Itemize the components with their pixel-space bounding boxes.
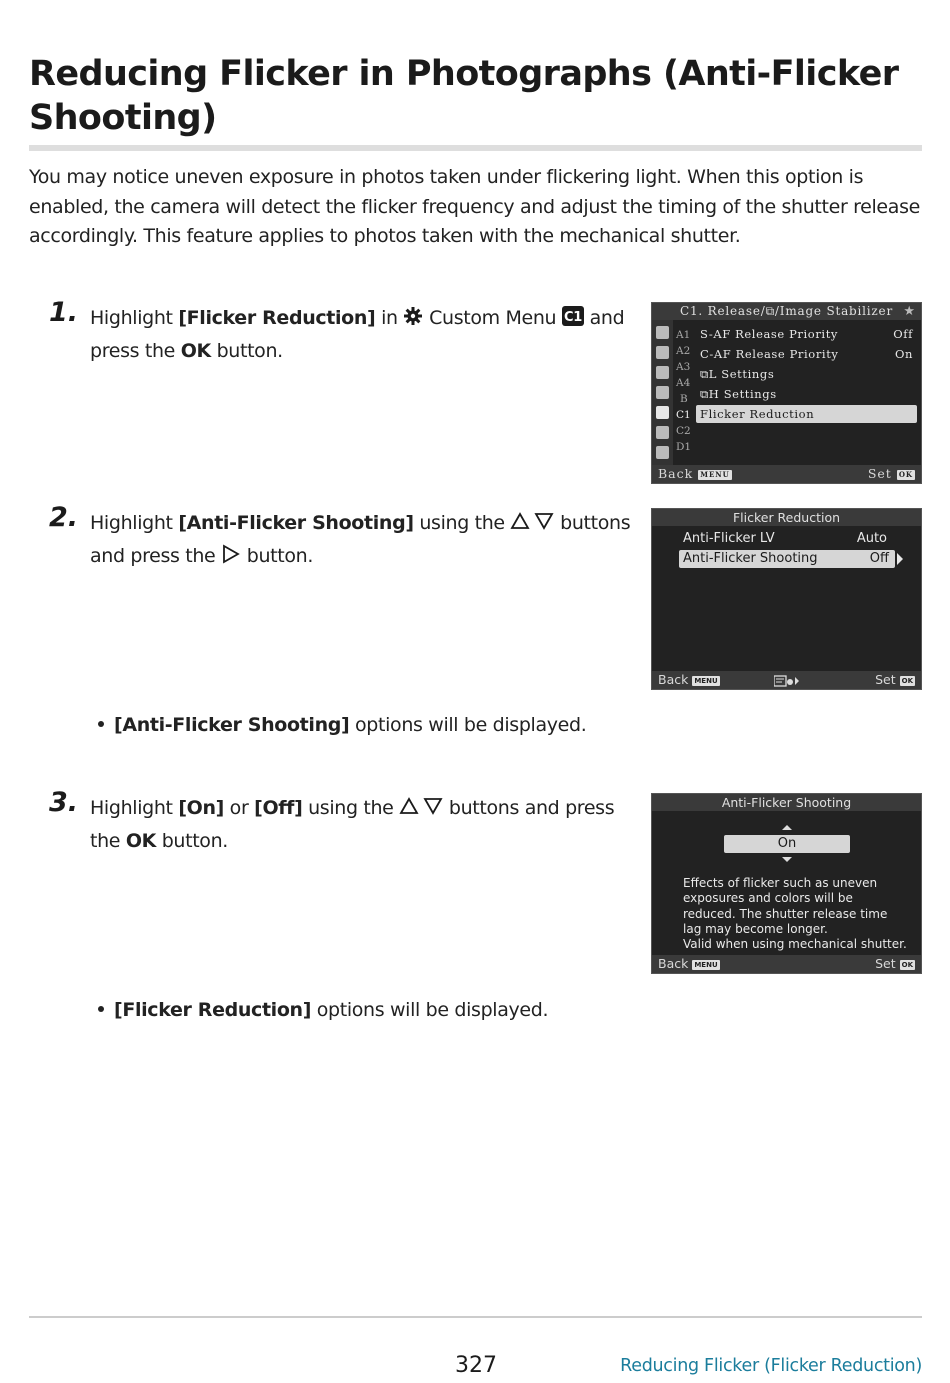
title-divider xyxy=(29,145,922,151)
star-icon: ★ xyxy=(903,304,915,319)
custom-menu-gear-icon xyxy=(403,305,423,336)
intro-paragraph: You may notice uneven exposure in photos taken under flickering light. When this option is enabled, the camera will detect the flicker frequency and adjust the timing of the shutter release accordingly. This feature applies to photos taken with the mechanical shutter. xyxy=(29,166,920,247)
up-down-arrows-icon xyxy=(510,510,554,541)
camera-screen-anti-flicker-shooting xyxy=(651,793,922,974)
settings-list-icon xyxy=(774,674,800,690)
screen-header: C1. Release/⧉/Image Stabilizer xyxy=(652,303,921,320)
setup-menu-icon[interactable] xyxy=(656,426,669,439)
subtab-a4[interactable]: A4 xyxy=(676,377,691,389)
step-3-bullet: [Flicker Reduction] options will be displayed. xyxy=(98,999,548,1021)
my-menu-icon[interactable] xyxy=(656,446,669,459)
menu-row-caf-release[interactable]: C-AF Release Priority On xyxy=(700,347,913,361)
up-chevron-icon xyxy=(782,825,792,830)
video-menu-icon[interactable] xyxy=(656,366,669,379)
screen-footer: Back MENU Set OK xyxy=(652,955,921,973)
shooting-menu-1-icon[interactable] xyxy=(656,326,669,339)
down-chevron-icon xyxy=(782,857,792,862)
step-2-number: 2. xyxy=(49,502,79,533)
value-selector[interactable]: On xyxy=(724,835,850,853)
step-3-text: Highlight [On] or [Off] using the buttons and press the OK button. xyxy=(90,797,615,852)
playback-menu-icon[interactable] xyxy=(656,386,669,399)
subtab-c2[interactable]: C2 xyxy=(676,425,691,437)
step-1-text: Highlight [Flicker Reduction] in Custom Menu C1 and press the OK button. xyxy=(90,307,625,362)
page-number: 327 xyxy=(455,1353,497,1378)
screen-header: Anti-Flicker Shooting xyxy=(652,794,921,811)
subtab-a3[interactable]: A3 xyxy=(676,361,691,373)
screen-header: Flicker Reduction xyxy=(652,509,921,526)
subtab-d1[interactable]: D1 xyxy=(676,441,692,453)
subtab-a1[interactable]: A1 xyxy=(676,329,691,341)
screen-footer: Back MENU Set OK xyxy=(652,671,921,689)
custom-menu-icon[interactable] xyxy=(656,406,669,419)
step-1-number: 1. xyxy=(49,297,79,328)
page-title: Reducing Flicker in Photographs (Anti-Flicker Shooting) xyxy=(29,54,899,138)
help-description: Effects of flicker such as uneven exposures and colors will be reduced. The shutter release time lag may become longer. Valid when using mechanical shutter. xyxy=(683,876,907,952)
shooting-menu-2-icon[interactable] xyxy=(656,346,669,359)
up-down-arrows-icon xyxy=(399,795,443,826)
menu-row-anti-flicker-shooting[interactable]: Anti-Flicker Shooting Off xyxy=(679,550,895,568)
c1-tab-icon xyxy=(562,305,584,336)
menu-row-l-settings[interactable]: ⧉L Settings xyxy=(700,367,775,381)
menu-row-saf-release[interactable]: S-AF Release Priority Off xyxy=(700,327,913,341)
menu-tab-column xyxy=(652,320,673,465)
svg-text:C1: C1 xyxy=(563,310,582,325)
subtab-c1[interactable]: C1 xyxy=(676,409,691,421)
menu-row-flicker-reduction[interactable]: Flicker Reduction xyxy=(696,405,917,423)
screen-footer: Back MENU Set OK xyxy=(652,465,921,483)
step-2-bullet: [Anti-Flicker Shooting] options will be displayed. xyxy=(98,714,586,736)
camera-screen-custom-menu xyxy=(651,302,922,484)
submenu-arrow-icon xyxy=(897,553,903,565)
menu-row-h-settings[interactable]: ⧉H Settings xyxy=(700,387,777,401)
section-link[interactable]: Reducing Flicker (Flicker Reduction) xyxy=(620,1356,922,1376)
menu-row-anti-flicker-lv[interactable]: Anti-Flicker LV Auto xyxy=(683,531,887,546)
step-3-number: 3. xyxy=(49,787,79,818)
step-2-text: Highlight [Anti-Flicker Shooting] using the buttons and press the button. xyxy=(90,508,645,574)
footer-divider xyxy=(29,1316,922,1318)
subtab-a2[interactable]: A2 xyxy=(676,345,691,357)
right-arrow-icon xyxy=(221,543,241,574)
camera-screen-flicker-reduction xyxy=(651,508,922,690)
subtab-b[interactable]: B xyxy=(680,393,688,405)
